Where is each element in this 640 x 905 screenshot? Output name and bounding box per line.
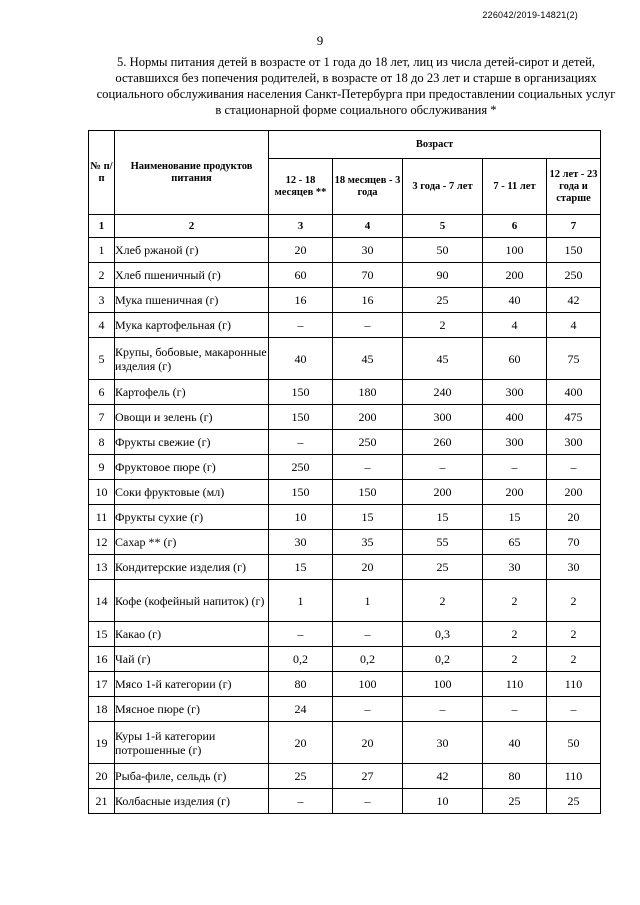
- product-name: Чай (г): [115, 647, 269, 672]
- norm-value: 0,2: [403, 647, 483, 672]
- norm-value: 25: [269, 764, 333, 789]
- norm-value: 50: [547, 722, 601, 764]
- table-row: [89, 530, 601, 555]
- row-number: 11: [89, 505, 115, 530]
- norm-value: 15: [333, 505, 403, 530]
- norm-value: 110: [483, 672, 547, 697]
- norm-value: 4: [547, 313, 601, 338]
- norm-value: 30: [333, 238, 403, 263]
- norm-value: 35: [333, 530, 403, 555]
- norm-value: 100: [333, 672, 403, 697]
- table-row: [89, 555, 601, 580]
- norm-value: 16: [269, 288, 333, 313]
- norm-value: 250: [333, 430, 403, 455]
- norm-value: 2: [403, 580, 483, 622]
- product-name: Рыба-филе, сельдь (г): [115, 764, 269, 789]
- product-name: Соки фруктовые (мл): [115, 480, 269, 505]
- product-name: Кондитерские изделия (г): [115, 555, 269, 580]
- header-product-name: Наименование продуктов питания: [115, 131, 269, 215]
- norm-value: 55: [403, 530, 483, 555]
- section-heading: 5. Нормы питания детей в возрасте от 1 года до 18 лет, лиц из числа детей-сирот и детей, оставшихся без попечения родителей, в возрасте от 18 до 23 лет и старше в организациях социального обслуживания населения Санкт-Петербурга при предоставлении социальных услуг в стационарной форме социального обслуживания *: [96, 55, 616, 117]
- norm-value: 2: [547, 580, 601, 622]
- norm-value: 15: [403, 505, 483, 530]
- norm-value: 60: [483, 338, 547, 380]
- norm-value: 300: [483, 380, 547, 405]
- norm-value: 2: [483, 580, 547, 622]
- norm-value: 475: [547, 405, 601, 430]
- norm-value: 45: [333, 338, 403, 380]
- norm-value: 100: [483, 238, 547, 263]
- table-row: [89, 263, 601, 288]
- table-row: [89, 480, 601, 505]
- norm-value: 80: [483, 764, 547, 789]
- product-name: Кофе (кофейный напиток) (г): [115, 580, 269, 622]
- row-number: 7: [89, 405, 115, 430]
- norm-value: 45: [403, 338, 483, 380]
- row-number: 3: [89, 288, 115, 313]
- norm-value: 30: [269, 530, 333, 555]
- product-name: Овощи и зелень (г): [115, 405, 269, 430]
- header-age-col: 7 - 11 лет: [483, 159, 547, 215]
- table-row: [89, 380, 601, 405]
- table-row: [89, 313, 601, 338]
- product-name: Мясо 1-й категории (г): [115, 672, 269, 697]
- table-row: [89, 722, 601, 764]
- norm-value: 150: [269, 380, 333, 405]
- norm-value: 240: [403, 380, 483, 405]
- column-number: 1: [89, 215, 115, 238]
- norm-value: 16: [333, 288, 403, 313]
- norm-value: 40: [483, 722, 547, 764]
- norm-value: 150: [547, 238, 601, 263]
- row-number: 2: [89, 263, 115, 288]
- norm-value: –: [269, 313, 333, 338]
- norm-value: 150: [269, 480, 333, 505]
- norm-value: 150: [333, 480, 403, 505]
- norm-value: 260: [403, 430, 483, 455]
- norm-value: 25: [547, 789, 601, 814]
- norm-value: 200: [483, 480, 547, 505]
- product-name: Куры 1-й категории потрошенные (г): [115, 722, 269, 764]
- norm-value: –: [547, 697, 601, 722]
- norm-value: 70: [333, 263, 403, 288]
- norm-value: 200: [547, 480, 601, 505]
- norm-value: 27: [333, 764, 403, 789]
- norm-value: 15: [269, 555, 333, 580]
- column-number: 5: [403, 215, 483, 238]
- norm-value: 110: [547, 672, 601, 697]
- norm-value: 300: [403, 405, 483, 430]
- product-name: Крупы, бобовые, макаронные изделия (г): [115, 338, 269, 380]
- norm-value: 70: [547, 530, 601, 555]
- row-number: 18: [89, 697, 115, 722]
- column-number: 6: [483, 215, 547, 238]
- norm-value: 42: [547, 288, 601, 313]
- product-name: Фрукты сухие (г): [115, 505, 269, 530]
- table-row: [89, 647, 601, 672]
- product-name: Мука пшеничная (г): [115, 288, 269, 313]
- column-number: 4: [333, 215, 403, 238]
- norm-value: 300: [547, 430, 601, 455]
- column-number: 3: [269, 215, 333, 238]
- table-row: [89, 288, 601, 313]
- row-number: 19: [89, 722, 115, 764]
- norm-value: 180: [333, 380, 403, 405]
- product-name: Колбасные изделия (г): [115, 789, 269, 814]
- header-age-col: 3 года - 7 лет: [403, 159, 483, 215]
- norm-value: 60: [269, 263, 333, 288]
- norm-value: 20: [269, 238, 333, 263]
- norm-value: 20: [547, 505, 601, 530]
- norm-value: 30: [483, 555, 547, 580]
- norm-value: 65: [483, 530, 547, 555]
- norm-value: 400: [547, 380, 601, 405]
- norm-value: –: [483, 697, 547, 722]
- table-row: [89, 430, 601, 455]
- norm-value: 25: [403, 555, 483, 580]
- norm-value: –: [483, 455, 547, 480]
- norm-value: 50: [403, 238, 483, 263]
- table-body: [89, 238, 601, 814]
- norm-value: 250: [547, 263, 601, 288]
- product-name: Хлеб пшеничный (г): [115, 263, 269, 288]
- norm-value: –: [269, 430, 333, 455]
- product-name: Мясное пюре (г): [115, 697, 269, 722]
- table-row: [89, 580, 601, 622]
- norm-value: 150: [269, 405, 333, 430]
- norm-value: –: [403, 697, 483, 722]
- page-number: 9: [316, 33, 324, 48]
- norm-value: 25: [403, 288, 483, 313]
- row-number: 8: [89, 430, 115, 455]
- row-number: 17: [89, 672, 115, 697]
- row-number: 15: [89, 622, 115, 647]
- norm-value: 2: [403, 313, 483, 338]
- norm-value: –: [333, 697, 403, 722]
- row-number: 10: [89, 480, 115, 505]
- product-name: Какао (г): [115, 622, 269, 647]
- norm-value: 30: [403, 722, 483, 764]
- norm-value: –: [403, 455, 483, 480]
- row-number: 4: [89, 313, 115, 338]
- row-number: 1: [89, 238, 115, 263]
- row-number: 21: [89, 789, 115, 814]
- norm-value: 40: [483, 288, 547, 313]
- product-name: Мука картофельная (г): [115, 313, 269, 338]
- norm-value: –: [269, 789, 333, 814]
- norm-value: 0,2: [269, 647, 333, 672]
- document-id: 226042/2019-14821(2): [482, 10, 578, 20]
- norm-value: 75: [547, 338, 601, 380]
- product-name: Фрукты свежие (г): [115, 430, 269, 455]
- row-number: 9: [89, 455, 115, 480]
- table-row: [89, 764, 601, 789]
- column-number: 7: [547, 215, 601, 238]
- norm-value: 80: [269, 672, 333, 697]
- row-number: 12: [89, 530, 115, 555]
- norm-value: 20: [333, 555, 403, 580]
- product-name: Картофель (г): [115, 380, 269, 405]
- table-row: [89, 238, 601, 263]
- product-name: Фруктовое пюре (г): [115, 455, 269, 480]
- table-row: [89, 505, 601, 530]
- row-number: 5: [89, 338, 115, 380]
- norm-value: –: [333, 455, 403, 480]
- norm-value: 10: [403, 789, 483, 814]
- norm-value: 25: [483, 789, 547, 814]
- norm-value: 200: [403, 480, 483, 505]
- norm-value: 90: [403, 263, 483, 288]
- table-row: [89, 697, 601, 722]
- norm-value: 110: [547, 764, 601, 789]
- norm-value: –: [333, 622, 403, 647]
- norm-value: 100: [403, 672, 483, 697]
- column-number: 2: [115, 215, 269, 238]
- row-number: 13: [89, 555, 115, 580]
- header-age-col: 18 месяцев - 3 года: [333, 159, 403, 215]
- norm-value: 2: [483, 647, 547, 672]
- header-age-col: 12 - 18 месяцев **: [269, 159, 333, 215]
- norm-value: –: [333, 789, 403, 814]
- norm-value: 1: [333, 580, 403, 622]
- nutrition-norms-table: [88, 130, 601, 814]
- norm-value: 4: [483, 313, 547, 338]
- norm-value: 200: [333, 405, 403, 430]
- norm-value: 0,2: [333, 647, 403, 672]
- table-row: [89, 672, 601, 697]
- norm-value: 2: [547, 647, 601, 672]
- norm-value: 2: [547, 622, 601, 647]
- norm-value: 0,3: [403, 622, 483, 647]
- row-number: 16: [89, 647, 115, 672]
- norm-value: 15: [483, 505, 547, 530]
- norm-value: 24: [269, 697, 333, 722]
- table-row: [89, 338, 601, 380]
- norm-value: 10: [269, 505, 333, 530]
- norm-value: 200: [483, 263, 547, 288]
- norm-value: –: [333, 313, 403, 338]
- norm-value: 42: [403, 764, 483, 789]
- norm-value: 250: [269, 455, 333, 480]
- norm-value: 20: [333, 722, 403, 764]
- table-row: [89, 405, 601, 430]
- norm-value: –: [547, 455, 601, 480]
- row-number: 6: [89, 380, 115, 405]
- row-number: 20: [89, 764, 115, 789]
- norm-value: 400: [483, 405, 547, 430]
- norm-value: 20: [269, 722, 333, 764]
- product-name: Хлеб ржаной (г): [115, 238, 269, 263]
- norm-value: 30: [547, 555, 601, 580]
- product-name: Сахар ** (г): [115, 530, 269, 555]
- table-row: [89, 622, 601, 647]
- norm-value: –: [269, 622, 333, 647]
- norm-value: 2: [483, 622, 547, 647]
- norm-value: 300: [483, 430, 547, 455]
- norm-value: 40: [269, 338, 333, 380]
- table-row: [89, 455, 601, 480]
- norm-value: 1: [269, 580, 333, 622]
- header-num: № п/п: [89, 131, 115, 215]
- header-age-col: 12 лет - 23 года и старше: [547, 159, 601, 215]
- table-row: [89, 789, 601, 814]
- header-age-group: Возраст: [269, 131, 601, 159]
- row-number: 14: [89, 580, 115, 622]
